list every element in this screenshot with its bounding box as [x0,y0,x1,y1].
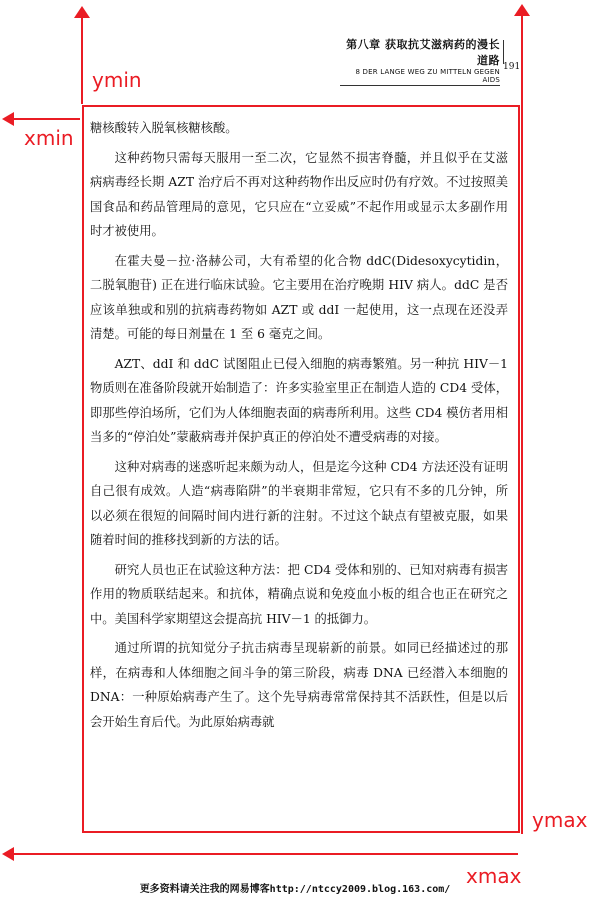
paragraph-4: 这种对病毒的迷惑听起来颇为动人，但是迄今这种 CD4 方法还没有证明自己很有成效。人造“病毒陷阱”的半衰期非常短，它只有不多的几分钟，所以必须在很短的间隔时间内进行新的注射。不过这个缺点有望被克服，如果随着时间的推移找到新的方法的话。 [90,459,508,547]
paragraph-5: 研究人员也正在试验这种方法：把 CD4 受体和别的、已知对病毒有损害作用的物质联结起来。和抗体，精确点说和免疫血小板的组合也正在研究之中。美国科学家期望这会提高抗 HIV－1 的抵御力。 [90,562,508,626]
ymax-arrow-line [521,14,523,834]
running-header [340,36,500,86]
xmax-arrow-line [10,853,518,855]
paragraph-1: 这种药物只需每天服用一至二次，它显然不损害脊髓，并且似乎在艾滋病病毒经长期 AZT 治疗后不再对这种药物作出反应时仍有疗效。不过按照美国食品和药品管理局的意见，它只应在“立妥威”不起作用或显示太多副作用时才被使用。 [90,150,508,238]
chapter-title: 第八章 获取抗艾滋病药的漫长道路 [346,38,500,67]
xmin-arrow-line [10,118,80,120]
xmax-arrow-head [2,847,14,861]
ymin-label: ymin [92,68,142,92]
chapter-subtitle-german: 8 DER LANGE WEG ZU MITTELN GEGEN AIDS [340,68,500,86]
ymax-arrow-head [514,4,530,16]
header-rule [503,40,504,64]
xmax-label: xmax [466,864,522,888]
ymax-label: ymax [532,808,588,832]
xmin-arrow-head [2,112,14,126]
xmin-label: xmin [24,126,74,150]
footer-blog-link: 更多资料请关注我的网易博客http://ntccy2009.blog.163.com/ [139,884,451,895]
paragraph-3: AZT、ddI 和 ddC 试图阻止已侵入细胞的病毒繁殖。另一种抗 HIV－1 物质则在准备阶段就开始制造了：许多实验室里正在制造人造的 CD4 受体，即那些停泊场所，它们为人体细胞表面的病毒所利用。这些 CD4 模仿者用相当多的“停泊处”蒙蔽病毒并保护真正的停泊处不遭受病毒的对接。 [90,356,508,444]
ymin-arrow-head [74,6,90,18]
body-text [90,116,508,739]
paragraph-6: 通过所谓的抗知觉分子抗击病毒呈现崭新的前景。如同已经描述过的那样，在病毒和人体细胞之间斗争的第三阶段，病毒 DNA 已经潜入本细胞的 DNA：一种原始病毒产生了。这个先导病毒常常保持其不活跃性，但是以后会开始生育后代。为此原始病毒就 [90,641,508,729]
paragraph-0: 糖核酸转入脱氧核糖核酸。 [90,121,238,135]
paragraph-2: 在霍夫曼－拉·洛赫公司，大有希望的化合物 ddC(Didesoxycytidin，二脱氧胞苷) 正在进行临床试验。它主要用在治疗晚期 HIV 病人。ddC 是否应该单独或和别的抗病毒药物如 AZT 或 ddI 一起使用，这一点现在还没弄清楚。可能的每日剂量在 1 至 6 毫克之间。 [90,253,508,341]
page-number: 191 [503,62,521,72]
ymin-arrow-line [81,14,83,104]
